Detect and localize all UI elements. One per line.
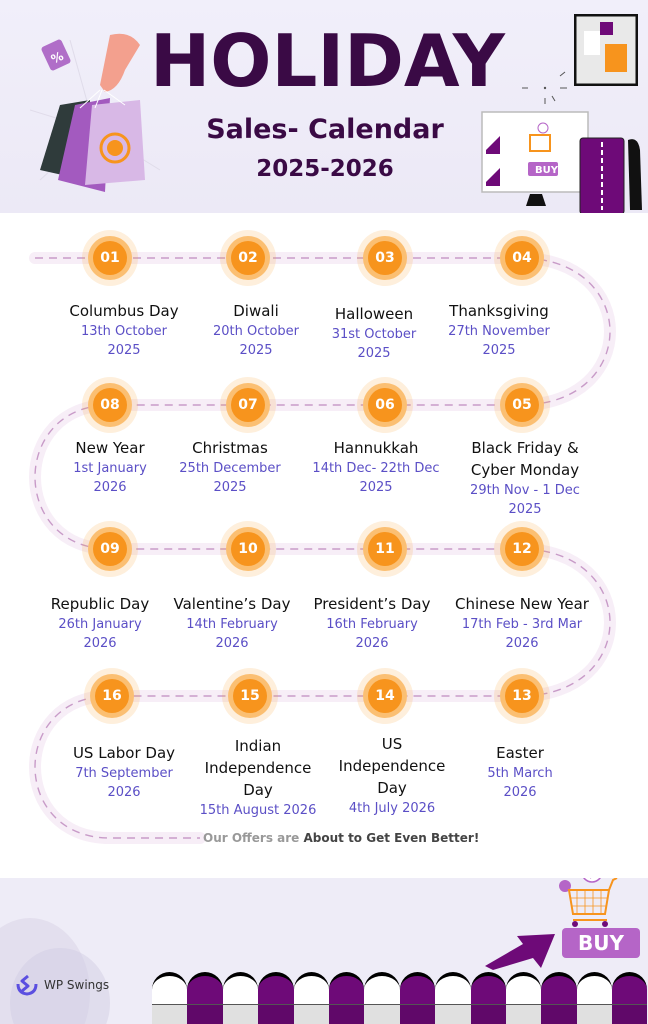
event-label-08: New Year 1st January 2026 (73, 439, 147, 495)
event-label-03: Halloween 31st October 2025 (331, 305, 417, 361)
event-label-12: Chinese New Year 17th Feb - 3rd Mar 2026 (455, 595, 589, 651)
year-range: 2025-2026 (256, 156, 394, 182)
event-node-04: 04 (494, 230, 550, 286)
event-label-10: Valentine’s Day 14th February 2026 (173, 595, 291, 651)
page-subtitle: Sales- Calendar (206, 114, 444, 145)
online-store-icon (480, 110, 648, 213)
sparkle-icon (520, 68, 570, 108)
shop-awning (152, 972, 648, 1024)
event-node-07: 07 (220, 377, 276, 433)
event-label-02: Diwali 20th October 2025 (212, 302, 300, 358)
event-label-15: Indian Independence Day 15th August 2026 (199, 737, 317, 818)
event-label-05: Black Friday & Cyber Monday 29th Nov - 1 Dec 2025 (470, 439, 580, 517)
header-banner (0, 0, 648, 213)
holiday-timeline (0, 213, 648, 878)
event-node-12: 12 (494, 521, 550, 577)
shopping-bags-icon (30, 30, 160, 200)
pinboard-icon (574, 14, 638, 86)
svg-text:BUY: BUY (535, 165, 558, 176)
event-node-16: 16 (84, 668, 140, 724)
event-node-05: 05 (494, 377, 550, 433)
event-node-10: 10 (220, 521, 276, 577)
event-label-13: Easter 5th March 2026 (487, 744, 553, 800)
event-label-11: President’s Day 16th February 2026 (313, 595, 431, 651)
event-label-01: Columbus Day 13th October 2025 (69, 302, 179, 358)
tagline: Our Offers are About to Get Even Better! (203, 831, 480, 845)
event-node-01: 01 (82, 230, 138, 286)
brand-logo[interactable] (14, 974, 109, 996)
event-label-16: US Labor Day 7th September 2026 (72, 744, 176, 800)
buy-button[interactable]: BUY (562, 928, 640, 958)
shopping-cart-icon (555, 866, 625, 928)
footer (0, 866, 648, 1024)
arrow-icon (483, 928, 558, 970)
event-label-04: Thanksgiving 27th November 2025 (448, 302, 550, 358)
event-node-13: 13 (494, 668, 550, 724)
wp-swings-logo-icon (14, 974, 40, 996)
brand-name: WP Swings (44, 978, 110, 992)
event-node-14: 14 (357, 668, 413, 724)
event-node-15: 15 (222, 668, 278, 724)
event-node-09: 09 (82, 521, 138, 577)
event-label-06: Hannukkah 14th Dec- 22th Dec 2025 (312, 439, 440, 495)
event-node-11: 11 (357, 521, 413, 577)
event-node-08: 08 (82, 377, 138, 433)
svg-text:$: $ (587, 866, 595, 880)
event-label-14: US Independence Day 4th July 2026 (338, 735, 446, 816)
event-label-09: Republic Day 26th January 2026 (50, 595, 150, 651)
svg-text:%: % (48, 48, 66, 67)
event-label-07: Christmas 25th December 2025 (179, 439, 281, 495)
event-node-06: 06 (357, 377, 413, 433)
page-title: HOLIDAY (150, 19, 505, 103)
event-node-02: 02 (220, 230, 276, 286)
event-node-03: 03 (357, 230, 413, 286)
